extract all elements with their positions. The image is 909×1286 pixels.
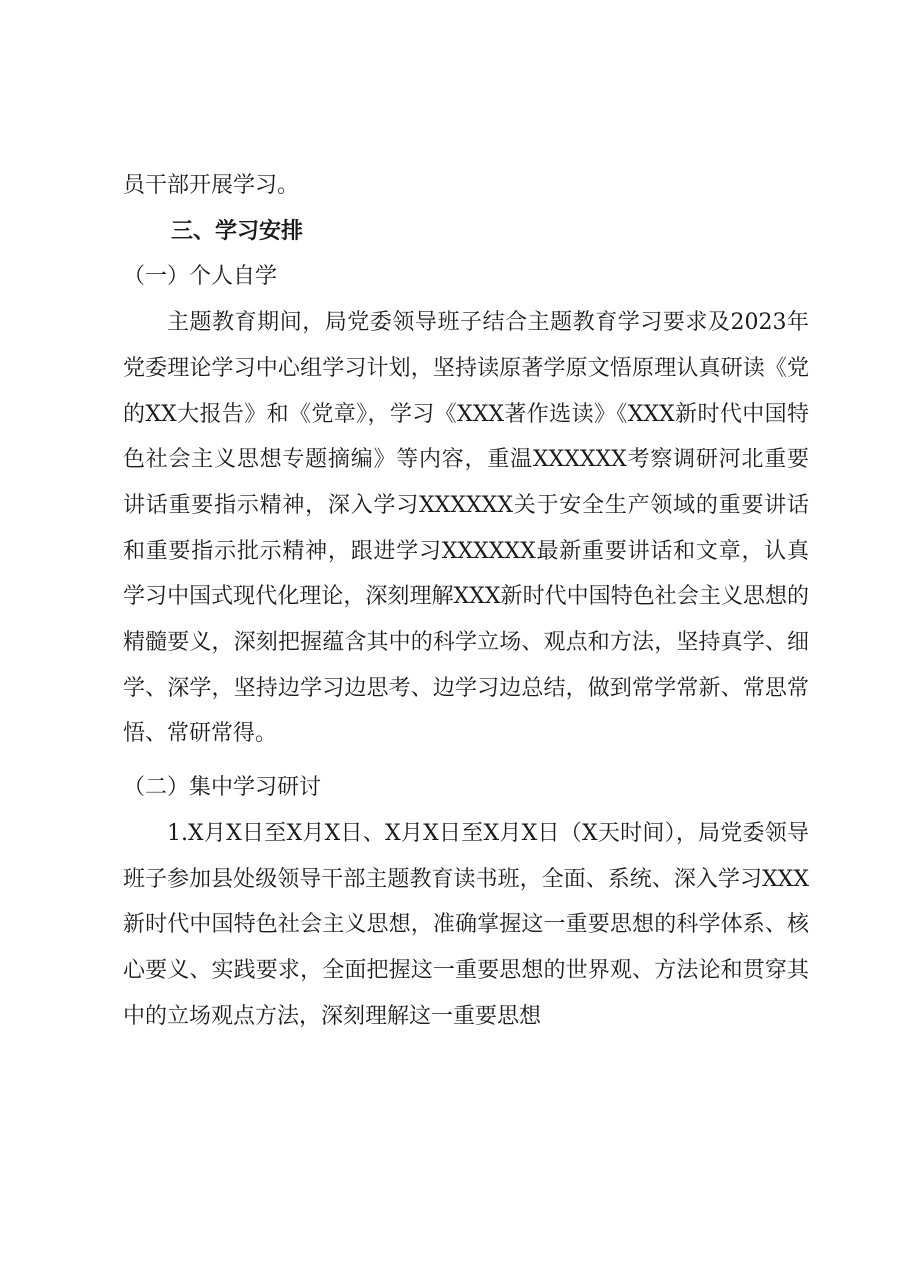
subsection-heading-group-study: （二）集中学习研讨 (123, 775, 322, 801)
paragraph-self-study: 主题教育期间，局党委领导班子结合主题教育学习要求及2023年党委理论学习中心组学习计划，坚持读原著学原文悟原理认真研读《党的XX大报告》和《党章》，学习《XXX著作选读》《XXX新时代中国特色社会主义思想专题摘编》等内容，重温XXXXXX考察调研河北重要讲话重要指示精神，深入学习XXXXXX关于安全生产领域的重要讲话和重要指示批示精神，跟进学习XXXXXX最新重要讲话和文章，认真学习中国式现代化理论，深刻理解XXX新时代中国特色社会主义思想的精髓要义，深刻把握蕴含其中的科学立场、观点和方法，坚持真学、细学、深学，坚持边学习边思考、边学习边总结，做到常学常新、常思常悟、常研常得。 (123, 310, 809, 747)
subsection-heading-self-study: （一）个人自学 (123, 264, 278, 290)
section-heading: 三、学习安排 (171, 218, 304, 244)
document-body (123, 163, 809, 1039)
paragraph-group-study: 1.X月X日至X月X日、X月X日至X月X日（X天时间），局党委领导班子参加县处级领导干部主题教育读书班，全面、系统、深入学习XXX新时代中国特色社会主义思想，准确掌握这一重要思想的科学体系、核心要义、实践要求，全面把握这一重要思想的世界观、方法论和贯穿其中的立场观点方法，深刻理解这一重要思想 (123, 820, 809, 1029)
continuation-line: 员干部开展学习。 (123, 173, 300, 198)
